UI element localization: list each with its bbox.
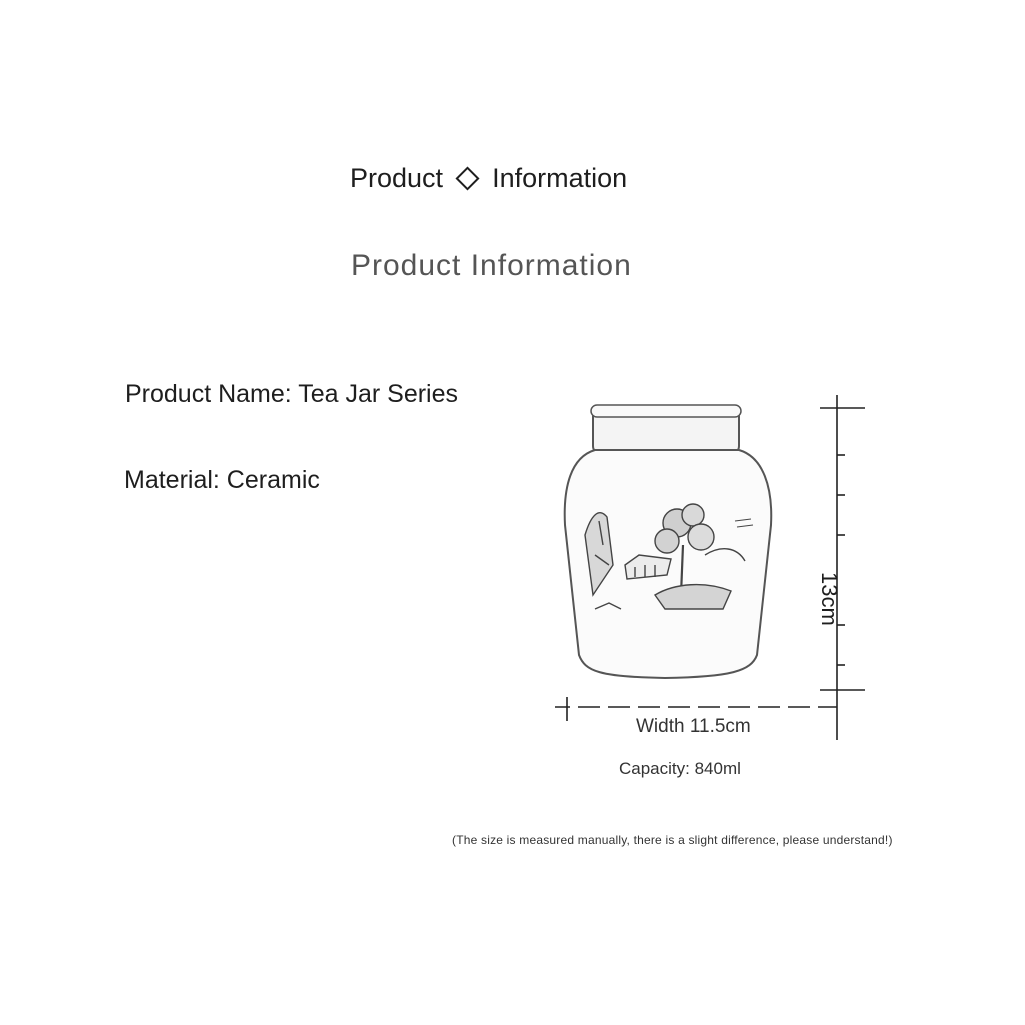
page-subtitle: Product Information: [351, 249, 632, 282]
page-title: [350, 163, 627, 194]
height-label: 13cm: [817, 572, 842, 626]
product-name: Product Name: Tea Jar Series: [125, 380, 459, 408]
measurement-note: (The size is measured manually, there is a slight difference, please understand!): [452, 833, 893, 847]
height-dimension-line: [820, 395, 865, 740]
capacity-label: Capacity: 840ml: [619, 759, 741, 778]
product-material: Material: Ceramic: [124, 466, 320, 494]
diamond-icon: [456, 166, 480, 190]
width-label: Width 11.5cm: [636, 716, 751, 737]
title-left-text: Product: [350, 163, 444, 193]
jar-lid-rim: [591, 405, 741, 417]
tea-jar-illustration: [555, 395, 875, 745]
title-right-text: Information: [492, 163, 628, 193]
